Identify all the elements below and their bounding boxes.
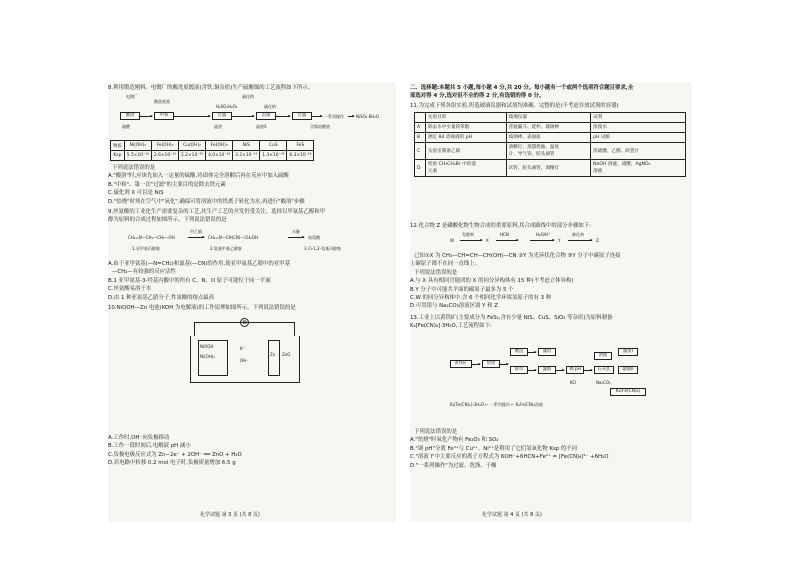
cell-line: 溶液	[593, 169, 603, 174]
cell-line: 元素	[428, 169, 438, 174]
flow-arrow	[348, 116, 354, 117]
electrode-label: Ni(OH)₂	[200, 354, 215, 359]
flow-label: Na₂CO₃	[596, 380, 611, 385]
flow-box: 过滤	[212, 112, 232, 120]
reaction-condition: 催化剂	[572, 232, 584, 237]
option-a-cont: —CH₂—有较强的反应活性	[112, 269, 176, 276]
table-cell: 试管、胶头滴管、酒精灯	[506, 160, 591, 177]
flow-box: 酸浸	[510, 348, 528, 356]
section-instructions: 二、选择题:本题共 5 小题,每小题 4 分,共 20 分。每小题有一个或两个选项符合题目要求,全	[410, 85, 634, 91]
option-c: C.负极电极反应式为 Zn−2e⁻ + 2OH⁻ ══ ZnO + H₂O	[108, 451, 242, 458]
option-d: D.由 1 种亚氨基乙腈分子,性氢酸的熔点最高	[108, 294, 215, 301]
q12-given: 上碳原子都不在同一直线上。	[410, 261, 481, 268]
table-cell: 除去水中少量的苯酚	[426, 123, 507, 133]
flow-box: 滤渣	[538, 348, 556, 356]
option-a: A.由于亚甲氨基(—N=CH₂)和氰基(—CN)的作用,使亚甲氨基乙腈中的亚甲基	[108, 261, 290, 267]
flow-label: 硫化钠	[242, 94, 254, 99]
flow-label: 滤渣	[214, 124, 222, 129]
table-row	[415, 113, 686, 123]
flow-arrow	[472, 364, 480, 365]
question-prompt: 下列说法错误的是	[414, 429, 458, 435]
option-c: C.硫化剂 X 可以是 NiS	[108, 190, 164, 197]
flow-box: 溶液	[594, 352, 612, 360]
compound-label: Y	[558, 238, 561, 243]
flow-arrow	[276, 116, 290, 117]
flow-arrow	[174, 116, 210, 117]
flow-arrow	[500, 364, 508, 365]
cell-line: 计、导气管、胶头滴管	[508, 152, 555, 157]
wire	[194, 322, 195, 336]
table-row	[111, 141, 314, 151]
flow-label: H₂O₂	[228, 104, 238, 109]
reaction-species: CH₂=N—CH₂—CH₂—OH	[128, 235, 175, 240]
exam-page-3	[108, 82, 396, 522]
ion-label: OH⁻	[240, 358, 249, 363]
table-header-cell: 实验目的	[426, 113, 507, 123]
flow-box: 过滤	[292, 112, 312, 120]
table-cell: 3.2×10⁻¹⁹	[233, 151, 260, 161]
reaction-arrow	[568, 240, 592, 241]
table-cell: D	[415, 160, 426, 177]
flow-box: 滤液II	[618, 366, 638, 374]
flow-label: 滤液X	[256, 124, 267, 129]
q13-stem-line: K₄[Fe(CN)₆]·3H₂O,工艺流程如下:	[410, 323, 492, 330]
flow-product: NiSO₄·6H₂O	[356, 114, 379, 119]
option-d: D."焙烧"时须在空气中"氧化",确保可将溶液中的铁离子转化为水,再进行"酸溶"步骤	[108, 198, 305, 205]
table-cell	[426, 160, 507, 177]
q12-given: 已知①X 为 CH₃—CH=CH—CH(OH)—CN ②Y 为光环状化合物 ③Y 分子中碳原子连接	[414, 253, 621, 259]
flow-arrow	[312, 116, 322, 117]
reaction-caption: 2.氨基甲基乙醇胺	[210, 246, 242, 251]
flow-box: 黄铁矿	[450, 360, 472, 368]
flow-box: 滤液	[538, 366, 556, 374]
option-c: C.W 的同分异构体中,含 6 个相同化学环境氢原子的有 3 种	[410, 295, 552, 302]
reaction-caption: 3.丙-1,2-氨基丙醇胺	[304, 246, 342, 251]
flow-label: 电镀厂	[126, 94, 138, 99]
table-header-cell	[415, 113, 426, 123]
reaction-arrow	[288, 237, 304, 238]
compound-label: W	[450, 238, 454, 243]
table-cell: B	[415, 133, 426, 143]
table-header-cell: NiS	[233, 141, 260, 151]
q13-options	[410, 428, 692, 470]
q9-stem-line: 9.丝氨酸的工业化生产需要复杂的工艺,其生产工艺的开发仍受关注。选择以甲氨基乙醇和甲	[108, 209, 326, 215]
flow-box: 石灰乳	[594, 366, 614, 374]
flow-box: 除杂	[510, 366, 528, 374]
table-cell: 测定 84 消毒液的 pH	[426, 133, 507, 143]
reaction-arrow	[530, 240, 554, 241]
compound-label: Z	[596, 238, 599, 243]
page-footer: 化学试题 第 4 页 (共 8 页)	[482, 512, 542, 518]
table-header-cell: 玻璃仪器	[506, 113, 591, 123]
flow-arrow	[528, 370, 536, 371]
question-prompt: 下列说法错误的是	[112, 165, 156, 171]
table-header-cell: 试剂	[591, 113, 686, 123]
option-b: B.1 亚甲氨基-3-羟基丙酸中的所有 C、N、O 原子可能位于同一平面	[108, 277, 271, 284]
zinc-electrode	[268, 340, 280, 376]
reaction-caption: 1.亚甲基丙醇胺	[132, 246, 160, 251]
q13-stem-line: 13.工业上以黄铁矿(主要成分为 FeS₂,含有少量 NiS、CuS、SiO₂ 等杂质)为原料制备	[410, 315, 613, 321]
flow-label: 硫酸	[122, 124, 130, 129]
flow-box: 中和	[154, 112, 174, 120]
reaction-species: CH₂=N—CH(CN)—CH₂OH	[208, 235, 259, 240]
electrode-label: NiOOH	[200, 344, 214, 349]
flow-bottom-line: K₄[Fe(CN)₆]·3H₂O ← 一系列操作 ← K₄Fe(CN)₆溶液	[450, 402, 544, 407]
option-b: B."中和"、第一次"过滤"的主要目的是除去铁元素	[108, 181, 226, 188]
table-cell: Ksp	[111, 151, 125, 161]
reaction-condition: 发醛剂	[462, 232, 474, 237]
table-cell: 实验室制备乙烯	[426, 143, 507, 160]
reaction-condition: 甲乙腈	[190, 229, 202, 234]
table-header-cell: Ni(OH)₂	[124, 141, 151, 151]
flow-label: 含镍流酸液	[310, 124, 330, 129]
flow-label: 硫化钠	[264, 104, 276, 109]
flow-box: 调 pH	[566, 366, 584, 374]
table-cell: 4.0×10⁻³⁸	[206, 151, 233, 161]
electrode-label: Zn	[270, 352, 276, 357]
q13-stem	[410, 314, 692, 331]
flow-arrow	[584, 370, 592, 371]
flow-arrow	[232, 116, 254, 117]
q9-reaction-scheme	[128, 227, 378, 255]
table-cell: 浓溴水	[591, 123, 686, 133]
flow-label: H₂SO₄	[216, 104, 228, 109]
q8-options	[108, 164, 396, 206]
table-row	[415, 123, 686, 133]
reaction-condition: 水解	[292, 229, 300, 234]
table-cell: 1.3×10⁻³⁶	[260, 151, 287, 161]
reaction-species: 丝氨酸	[308, 235, 320, 240]
table-cell	[506, 143, 591, 160]
option-a: A.与 X 具有相同官能团的 X 的同分异构体有 15 种(不考虑立体异构)	[410, 278, 574, 285]
table-cell	[591, 160, 686, 177]
flow-box: 沉镍	[256, 112, 276, 120]
option-b: B.Y 分子中可能共平面的碳原子最多为 5 个	[410, 286, 514, 293]
table-row	[415, 160, 686, 177]
q11-experiment-table	[414, 112, 686, 177]
reaction-arrow	[496, 240, 518, 241]
table-header-cell: Fe(OH)₂	[151, 141, 178, 151]
q10-options	[108, 434, 396, 468]
q12-body	[410, 252, 692, 311]
table-cell: 普通漏斗、烧杯、玻璃棒	[506, 123, 591, 133]
flow-label: 酸洗废液	[154, 99, 170, 104]
cell-line: 检验 CH₃CH₂Br 中的溴	[428, 162, 476, 167]
table-header-cell: 物质	[111, 141, 125, 151]
table-cell: A	[415, 123, 426, 133]
option-c: C.丝氨酸易溶于水	[108, 286, 152, 293]
q10-stem: 10.NiOOH—Zn 电池(KOH 为电解液)的工作原理如图所示。下列说法错误的是	[108, 305, 296, 311]
table-row	[111, 151, 314, 161]
q9-options	[108, 260, 396, 302]
option-a: A."酸溶"时,应该先加入一定量的硫酸,待固体完全溶解后再在反应中加入硫酸	[108, 173, 289, 180]
table-header-cell: FeS	[287, 141, 314, 151]
compound-label: X	[486, 238, 489, 243]
flow-box: 酸溶	[120, 112, 140, 120]
table-header-cell: CuS	[260, 141, 287, 151]
reaction-condition: H₂O/H⁺	[536, 232, 551, 237]
q10-battery-diagram	[190, 314, 300, 388]
flow-label: KCl	[570, 380, 577, 385]
table-cell: 2.6×10⁻¹⁵	[151, 151, 178, 161]
option-a: A.工作时,OH⁻向负极移动	[108, 435, 170, 441]
flow-arrow	[140, 116, 152, 117]
option-b: B."调 pH"分离 Fe³⁺与 Cu²⁺、Ni²⁺是利用了它们氢氧化物 Ksp 的不同	[410, 445, 578, 452]
table-cell: 浓硫酸、乙醇、碎瓷片	[591, 143, 686, 160]
q9-stem	[108, 208, 396, 225]
reaction-arrow	[188, 237, 204, 238]
option-d: D."一系列操作"为过滤、洗涤、干燥	[410, 462, 497, 469]
bulb-icon: ⊗	[241, 319, 248, 326]
table-header-cell: Fe(OH)₃	[206, 141, 233, 151]
option-d: D.可用银与 Na₂CO₃溶液区别 Y 和 Z	[410, 303, 498, 310]
exam-page-4	[410, 82, 692, 522]
option-d: D.若电路中转移 0.2 mol 电子时,负极质量增加 6.5 g	[108, 460, 236, 467]
section-instructions: 部选对得 4 分,选对但不全的得 2 分,有选错的得 0 分。	[410, 93, 545, 100]
q11-stem: 11.为完成下列各组实验,所选玻璃仪器和试剂均准确、完整的是(不考虑存放试剂的容器)	[410, 103, 619, 109]
option-c: C."溶液 I"中主要反应的离子方程式为 6OH⁻+6HCN+Fe²⁺ = [Fe(CN)₆]⁴⁻ +6H₂O	[410, 454, 609, 461]
table-row	[415, 143, 686, 160]
table-cell: 2.2×10⁻²⁰	[178, 151, 205, 161]
q13-process-flowchart	[450, 344, 650, 416]
flow-step-text: 一系列操作	[324, 114, 344, 119]
q9-stem-line: 醇为原料的合成过程如图所示。下列说法错误的是	[108, 217, 227, 224]
table-cell: C	[415, 143, 426, 160]
reaction-arrow	[460, 240, 482, 241]
table-header-cell: Cu(OH)₂	[178, 141, 205, 151]
q8-process-flowchart	[114, 94, 384, 138]
flow-arrow	[528, 352, 536, 353]
ksp-table	[110, 140, 314, 161]
table-cell: pH 试纸	[591, 133, 686, 143]
q12-stem: 12.化合物 Z 是磷酸化物生物合成的重要原料,其合成路线中的部分步骤如下:	[410, 223, 591, 229]
q8-stem: 8.利用锻造刚料、电镀厂的酸洗废镀液(含铁,铜杂质)生产硫酸镍的工艺流程如下所示。	[108, 85, 314, 91]
table-cell: 6.3×10⁻¹⁸	[287, 151, 314, 161]
cell-line: 酒精灯、蒸馏烧瓶、温度	[508, 145, 560, 150]
option-b: B.工作一段时间后,电解液 pH 减小	[108, 443, 191, 450]
table-cell: 玻璃棒、表面皿	[506, 133, 591, 143]
cell-line: NaOH 溶液、硝酸、AgNO₃	[593, 162, 651, 167]
flow-box: 焙烧	[482, 360, 500, 368]
section-heading	[410, 84, 692, 101]
table-row	[415, 133, 686, 143]
flow-box: K₄[Fe(CN)₆]	[610, 388, 646, 396]
flow-arrow	[556, 370, 564, 371]
table-cell: 5.5×10⁻¹⁶	[124, 151, 151, 161]
electrode-label: ZnO	[282, 352, 291, 357]
q12-synthesis-scheme	[450, 232, 630, 248]
reaction-condition: HCN	[500, 232, 509, 237]
question-prompt: 下列说法错误的是	[414, 269, 458, 276]
wire	[294, 322, 295, 336]
ion-label: K⁺	[240, 346, 245, 351]
option-a: A."焙烧"时氧化产物有 Fe₂O₃ 和 SO₂	[410, 437, 499, 444]
flow-box: 滤渣I	[618, 348, 638, 356]
page-footer: 化学试题 第 3 页 (共 8 页)	[200, 512, 260, 518]
